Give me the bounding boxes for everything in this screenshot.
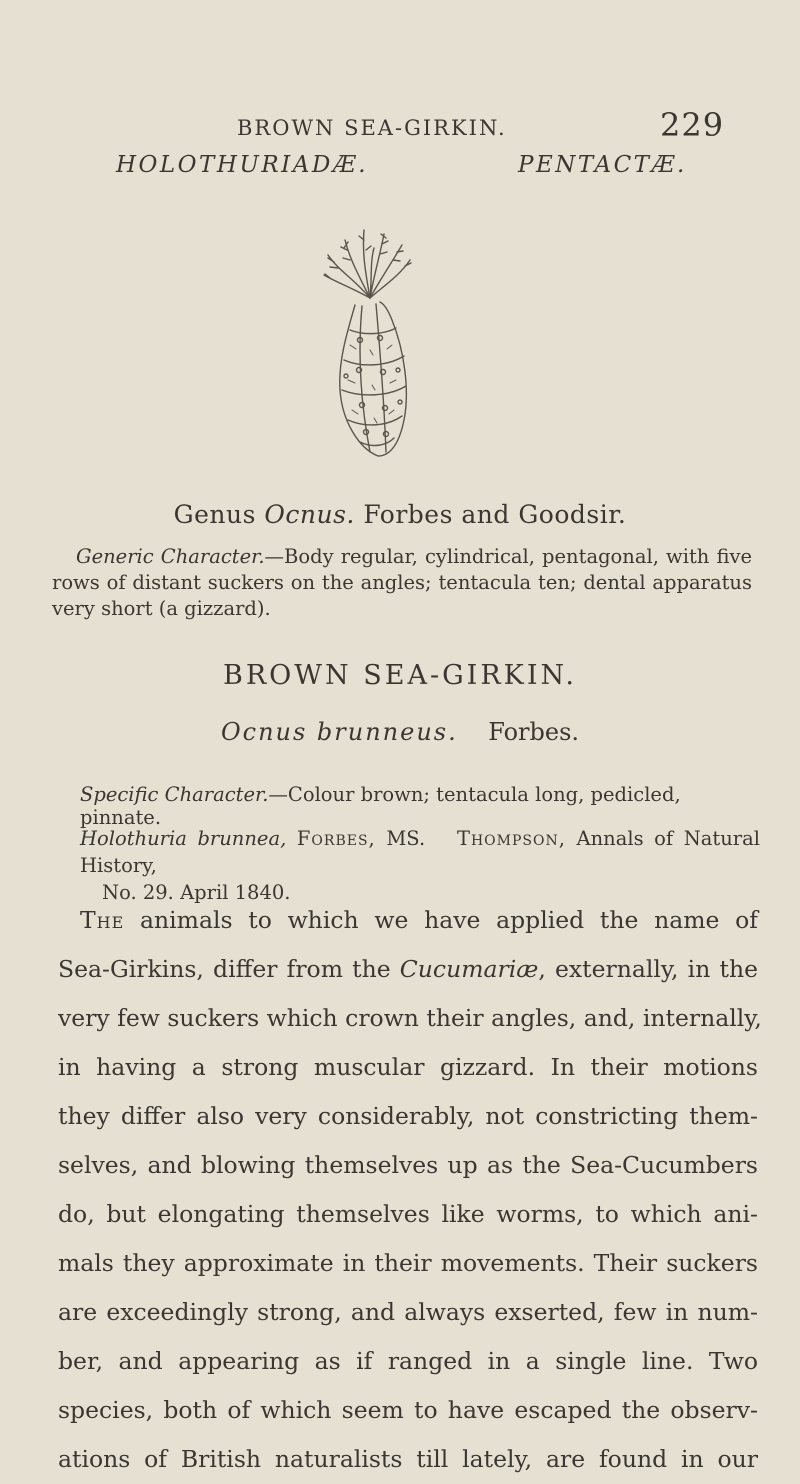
family-name: HOLOTHURIADÆ. (116, 152, 369, 178)
specific-character-label: Specific Character. (80, 783, 269, 806)
body-line: species, both of which seem to have escaped the observ- (58, 1396, 758, 1424)
running-head (0, 106, 800, 144)
synonym-ms: MS. (386, 827, 426, 850)
body-line: mals they approximate in their movements. Their suckers (58, 1249, 758, 1277)
synonym-author-1: Forbes, (296, 827, 376, 850)
body-line: ber, and appearing as if ranged in a single line. Two (58, 1347, 758, 1375)
sea-cucumber-illustration (300, 220, 440, 464)
synonym-author-2: Thompson, (456, 827, 566, 850)
species-name-line (0, 718, 800, 746)
body-line: do, but elongating themselves like worms, to which ani- (58, 1200, 758, 1228)
body-line: very few suckers which crown their angles, and, internally, (58, 1004, 762, 1032)
species-latin-name: Ocnus brunneus. (220, 718, 458, 746)
classification-row (0, 152, 800, 192)
species-author: Forbes. (488, 718, 580, 746)
body-paragraph (58, 896, 762, 1484)
body-line: are exceedingly strong, and always exserted, few in num- (58, 1298, 758, 1326)
genus-reference: Cucumariæ (399, 955, 539, 983)
synonym-issue: No. 29. April 1840. (102, 881, 291, 904)
body-line: in having a strong muscular gizzard. In their motions (58, 1053, 758, 1081)
body-line: The animals to which we have applied the name of (80, 906, 758, 934)
body-lead-word: The (80, 906, 125, 934)
body-line: selves, and blowing themselves up as the Sea-Cucumbers (58, 1151, 758, 1179)
genus-name: Ocnus. (264, 500, 355, 529)
generic-character-paragraph (52, 544, 752, 622)
genus-heading (0, 500, 800, 529)
body-line: ations of British naturalists till lately, are found in our (58, 1445, 758, 1473)
generic-character-label: Generic Character. (76, 545, 265, 568)
running-title: BROWN SEA-GIRKIN. (237, 116, 507, 140)
specific-character-paragraph (80, 783, 760, 829)
synonym-source: Annals of Natural History, (80, 827, 760, 877)
species-common-name: BROWN SEA-GIRKIN. (223, 660, 577, 691)
specific-character-text: —Colour brown; tentacula long, pedicled, pinnate. (80, 783, 681, 829)
body-line: Sea-Girkins, differ from the Cucumariæ, externally, in the (58, 955, 758, 983)
genus-authors: Forbes and Goodsir. (363, 500, 627, 529)
sea-cucumber-engraving-icon (300, 220, 440, 464)
genus-prefix: Genus (173, 500, 256, 529)
synonym-name: Holothuria brunnea, (80, 827, 287, 850)
synonym-citation (80, 825, 760, 906)
order-name: PENTACTÆ. (518, 152, 687, 178)
page-number: 229 (660, 106, 725, 144)
body-line: they differ also very considerably, not constricting them- (58, 1102, 758, 1130)
generic-character-text: —Body regular, cylindrical, pentagonal, with five rows of distant suckers on the angles; tentacula ten; dental apparatus very short (a gizzard). (52, 545, 753, 620)
